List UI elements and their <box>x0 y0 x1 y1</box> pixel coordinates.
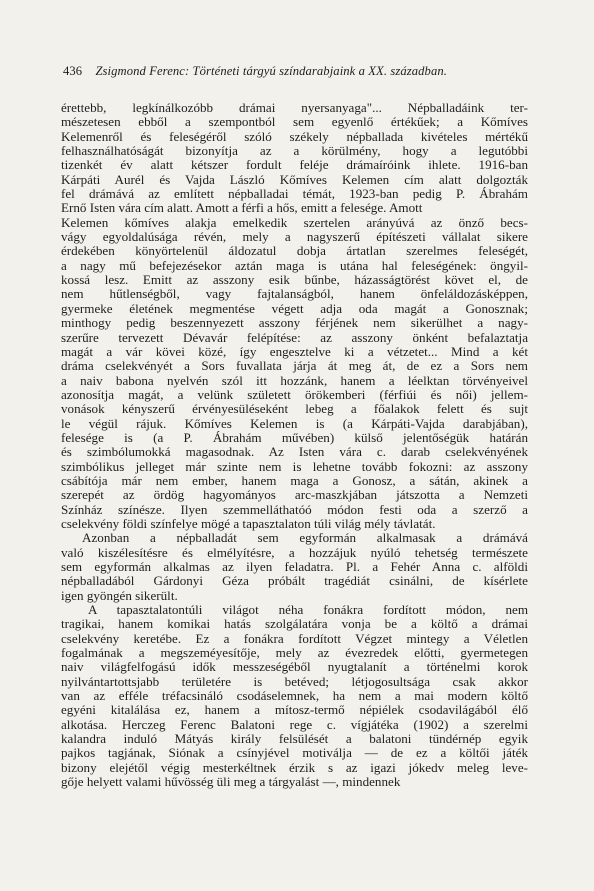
text-line: Ernő Isten vára cím alatt. Amott a férfi a hős, emitt a felesége. Amott <box>61 201 423 216</box>
text-line: érettebb, legkínálkozóbb drámai nyersanyaga"... Népballadáink ter- <box>61 101 528 115</box>
text-line: cselekvény földi színfelye mögé a tapasztalaton túli világ mély távlatát. <box>61 516 436 531</box>
text-line: magát a vár kövei közé, így engesztelve ki a vétzetet... Mind a két <box>61 344 528 359</box>
text-line: pajkos tagjának, Siónak a csínyjével motiválja — de ez a költői játék <box>61 746 528 761</box>
text-line: mészetesen ebből a szempontból sem egyenlő értékűek; a Kőmíves <box>61 115 528 130</box>
text-line: szerűre tervezett Dévavár felépítése: az asszony önként befalaztatja <box>61 330 528 345</box>
page-number: 436 <box>63 64 83 78</box>
text-line: a nagy mű befejezésekor aztán maga is utána hal feleségének: öngyil- <box>61 258 528 273</box>
text-line: Kárpáti Aurél és Vajda László Kőmíves Kelemen cím alatt dolgozták <box>61 172 528 187</box>
text-line: minthogy pedig beszennyezett asszony férjének nem sikerülhet a nagy- <box>61 316 528 331</box>
text-line: felesége is (a P. Ábrahám művében) külső jelentőségük határán <box>61 430 528 445</box>
text-line: cselekvény keretébe. Ez a fonákra fordított Végzet mintegy a Véletlen <box>61 631 528 646</box>
text-line: A tapasztalatontúli világot néha fonákra fordított módon, nem <box>88 603 528 618</box>
text-line: Azonban a népballadát sem egyformán alkalmasak a drámává <box>82 531 528 546</box>
text-line: igen gyöngén sikerült. <box>61 588 178 603</box>
text-line: vonások kényszerű érvényesüléseként lebeg a főalakok felett és sujt <box>61 402 528 417</box>
text-line: dráma cselekvényét a Sors fuvallata járja át meg át, de ez a Sors nem <box>61 359 528 374</box>
text-line: kalandra induló Mátyás király felsülését a balatoni tündérnép egyik <box>61 732 528 747</box>
text-line: gyermeke életének megmentése végett adja oda magát a Gonosznak; <box>61 301 528 316</box>
text-line: le végül rájuk. Kőmíves Kelemen is (a Kárpáti-Vajda darabjában), <box>61 416 528 431</box>
text-line: való kiszélesítésre és elmélyítésre, a hozzájuk nyúló tehetség természete <box>61 545 528 560</box>
text-line: naiv világfelfogású idők messzeségéből nyugtalanít a történelmi korok <box>61 660 528 675</box>
text-line: szimbólikus jelleget már szinte nem is lehetne tovább fokozni: az asszony <box>61 459 528 474</box>
text-line: érdekében könyörtelenül áldozatul dobja ártatlan szerelmes feleségét, <box>61 244 528 259</box>
text-line: bizony elejétől végig mesterkéltnek érzik s az igazi jókedv meleg leve- <box>61 760 528 775</box>
text-line: vágy egyoldalúsága révén, mely a nagyszerű építészeti vállalat sikere <box>61 230 528 245</box>
text-line: Kelemenről és feleségéről szóló székely népballada kivételes mértékű <box>61 129 528 144</box>
text-line: van az efféle tréfacsináló csodáselemnek, ha nem a mai modern költő <box>61 689 528 704</box>
text-line: a naiv babona nyelvén szól itt hozzánk, hanem a léelktan törvényeivel <box>61 373 528 388</box>
text-line: azonosítja magát, a velünk született örökemberi (férfiúi és női) jellem- <box>61 387 528 402</box>
text-line: sem egyformán alkalmas az ilyen feladatra. Pl. a Fehér Anna c. alföldi <box>61 560 528 574</box>
text-line: nem hűtlenségből, vagy fajtalanságból, hanem önfeláldozásképpen, <box>61 287 528 302</box>
text-line: alkotása. Herczeg Ferenc Balatoni rege c. vígjátéka (1902) a szerelmi <box>61 717 528 732</box>
text-line: szerepét az ördög hagyományos arc-maszkjában játszotta a Nemzeti <box>61 488 528 503</box>
text-line: kossá lesz. Emitt az asszony esik bűnbe, házasságtörést követ el, de <box>61 273 528 288</box>
text-line: népballadából Gárdonyi Géza próbált tragédiát csinálni, de kísérlete <box>61 574 528 589</box>
text-line: felhasználhatóságát bizonyítja az a körülmény, hogy a legutóbbi <box>61 144 528 159</box>
text-line: Kelemen kőmíves alakja emelkedik szertelen arányúvá az önző becs- <box>61 215 528 230</box>
text-line: gője helyett valami hűvösség üli meg a tárgyalást —, mindennek <box>61 775 401 790</box>
text-line: fel drámává az említett népballadai témát, 1923-ban pedig P. Ábrahám <box>61 187 528 202</box>
text-line: fogalmának a megszeméyesítője, mely az évezredek előtti, gyermetegen <box>61 646 528 661</box>
text-line: egyéni kitalálása ez, hanem a mítosz-termő népiélek csodavilágából élő <box>61 703 528 718</box>
running-title: Zsigmond Ferenc: Történeti tárgyú színdarabjaink a XX. században. <box>95 64 447 78</box>
text-line: tragikai, hanem komikai hatás szolgálatára vonja be a költő a drámai <box>61 617 528 632</box>
text-line: csábítója már nem ember, hanem maga a Gonosz, a sátán, akinek a <box>61 473 528 488</box>
text-line: Színház színésze. Ilyen szemmelláthatóó módon festi oda a szerző a <box>61 502 528 517</box>
running-head <box>63 64 533 79</box>
text-line: és szimbólumokká magasodnak. Az Isten vára c. darab cselekvényének <box>61 445 528 460</box>
text-line: tizenkét év alatt kétszer fordult feléje drámaíróink ihlete. 1916-ban <box>61 158 528 173</box>
text-line: nyilvántartottsjabb területére is betéved; létjogosultsága csak akkor <box>61 674 528 689</box>
body-text <box>61 101 528 790</box>
